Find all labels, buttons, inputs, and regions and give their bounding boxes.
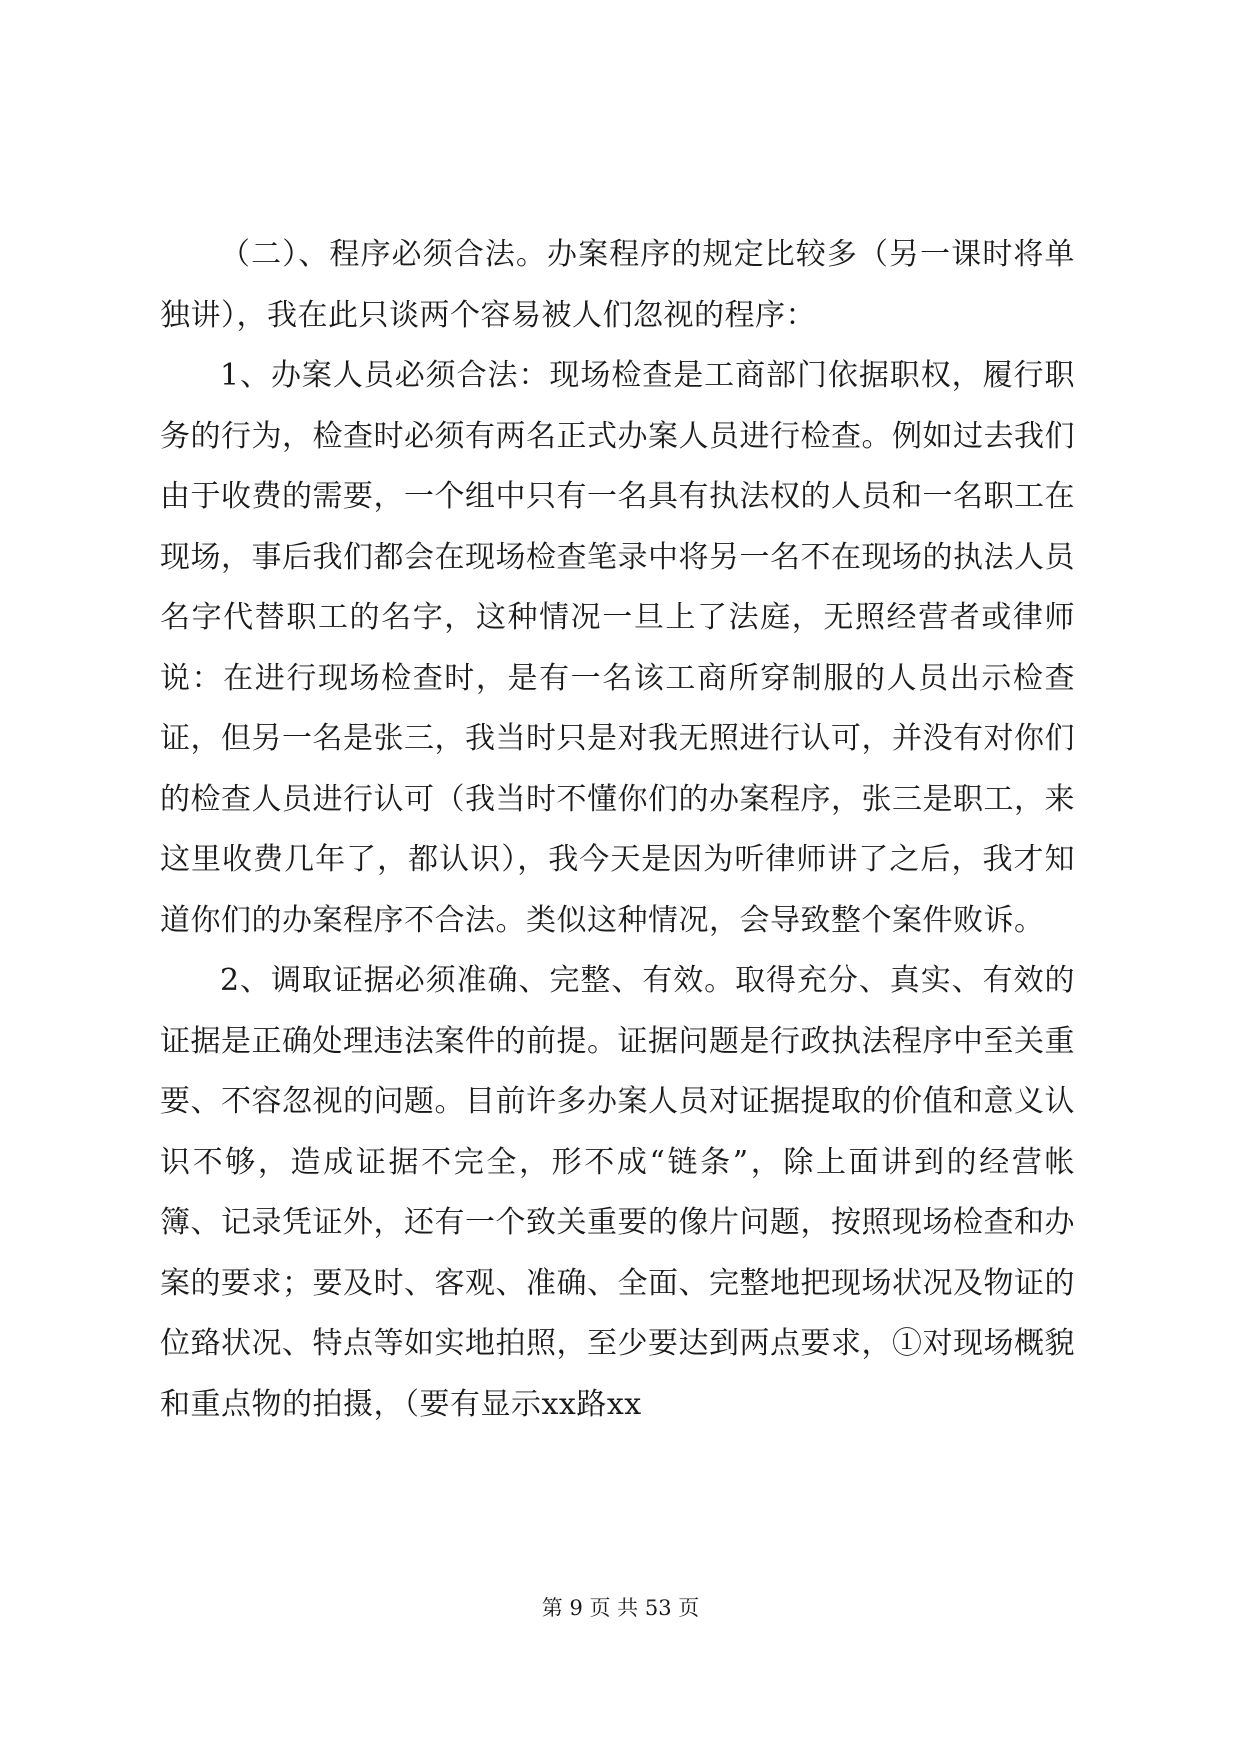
document-body	[160, 225, 1075, 1435]
paragraph-personnel-legal: 1、办案人员必须合法：现场检查是工商部门依据职权，履行职务的行为，检查时必须有两名正式办案人员进行检查。例如过去我们由于收费的需要，一个组中只有一名具有执法权的人员和一名职工在现场，事后我们都会在现场检查笔录中将另一名不在现场的执法人员名字代替职工的名字，这种情况一旦上了法庭，无照经营者或律师说：在进行现场检查时，是有一名该工商所穿制服的人员出示检查证，但另一名是张三，我当时只是对我无照进行认可，并没有对你们的检查人员进行认可（我当时不懂你们的办案程序，张三是职工，来这里收费几年了，都认识），我今天是因为听律师讲了之后，我才知道你们的办案程序不合法。类似这种情况，会导致整个案件败诉。	[160, 358, 1075, 938]
paragraph-procedure-legal: （二）、程序必须合法。办案程序的规定比较多（另一课时将单独讲），我在此只谈两个容易被人们忽视的程序：	[160, 237, 1075, 333]
paragraph-evidence: 2、调取证据必须准确、完整、有效。取得充分、真实、有效的证据是正确处理违法案件的前提。证据问题是行政执法程序中至关重要、不容忽视的问题。目前许多办案人员对证据提取的价值和意义认识不够，造成证据不完全，形不成“链条”，除上面讲到的经营帐簿、记录凭证外，还有一个致关重要的像片问题，按照现场检查和办案的要求；要及时、客观、准确、全面、完整地把现场状况及物证的位臵状况、特点等如实地拍照，至少要达到两点要求，①对现场概貌和重点物的拍摄，（要有显示xx路xx	[160, 963, 1075, 1422]
page-number-footer: 第 9 页 共 53 页	[541, 1596, 700, 1620]
